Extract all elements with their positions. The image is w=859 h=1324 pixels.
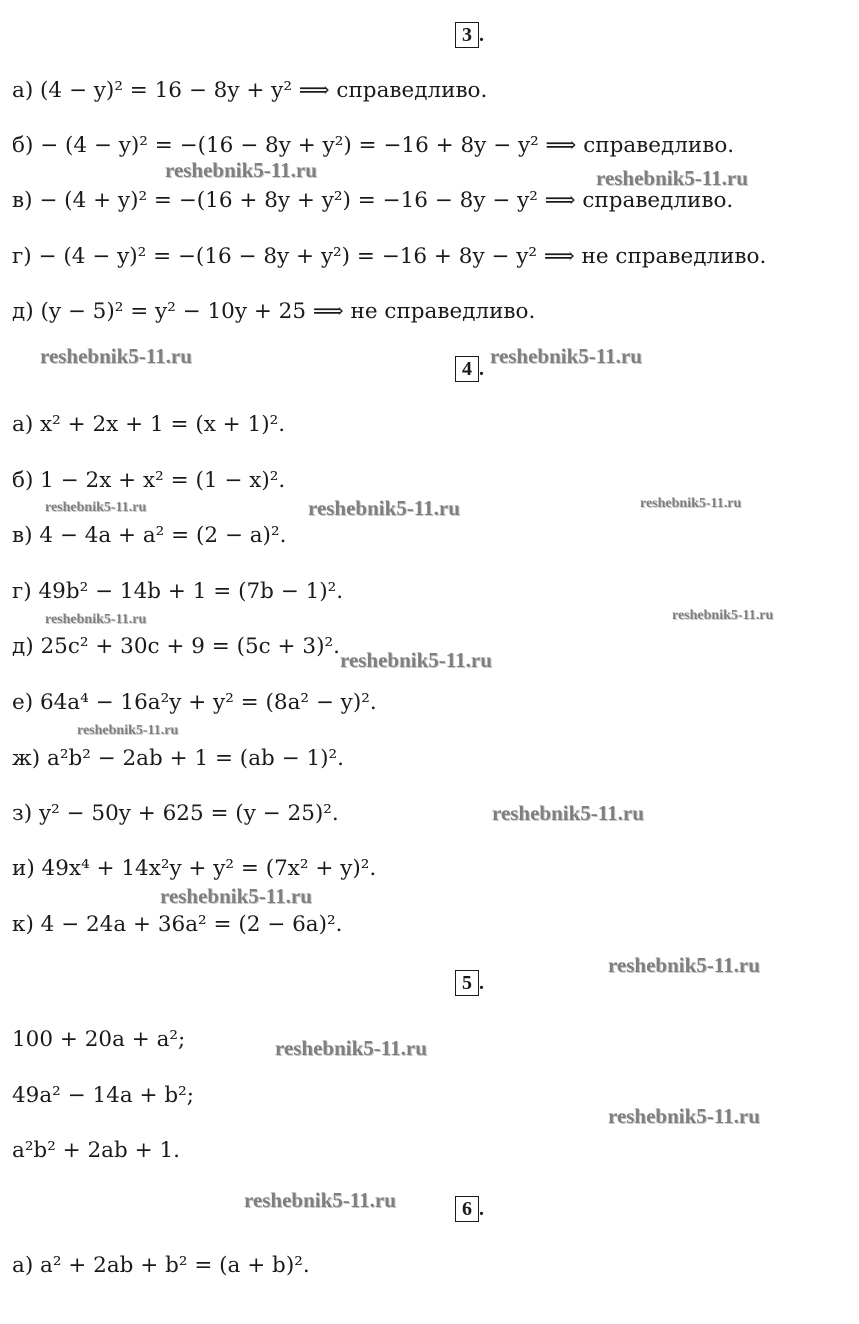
watermark: reshebnik5-11.ru: [492, 801, 644, 825]
s4-line-a: а) x² + 2x + 1 = (x + 1)².: [12, 412, 286, 437]
s4-line-zh: ж) a²b² − 2ab + 1 = (ab − 1)².: [12, 746, 344, 771]
s5-line-1: 100 + 20a + a²;: [12, 1027, 186, 1052]
section-number-6: 6 .: [455, 1196, 484, 1222]
s3-line-a: а) (4 − y)² = 16 − 8y + y² ⟹ справедливо.: [12, 78, 488, 103]
s4-line-z: з) y² − 50y + 625 = (y − 25)².: [12, 801, 339, 826]
s4-line-v: в) 4 − 4a + a² = (2 − a)².: [12, 523, 287, 548]
s5-line-3: a²b² + 2ab + 1.: [12, 1138, 180, 1163]
s4-line-g: г) 49b² − 14b + 1 = (7b − 1)².: [12, 579, 344, 604]
watermark: reshebnik5-11.ru: [672, 608, 774, 623]
watermark: reshebnik5-11.ru: [160, 884, 312, 908]
section-number-3: 3 .: [455, 22, 484, 48]
watermark: reshebnik5-11.ru: [596, 166, 748, 190]
s5-line-2: 49a² − 14a + b²;: [12, 1083, 194, 1108]
watermark: reshebnik5-11.ru: [640, 496, 742, 511]
section-number-5: 5 .: [455, 970, 484, 996]
s4-line-d: д) 25c² + 30c + 9 = (5c + 3)².: [12, 634, 340, 659]
watermark: reshebnik5-11.ru: [275, 1036, 427, 1060]
section-number-4: 4 .: [455, 356, 484, 382]
s6-line-a: а) a² + 2ab + b² = (a + b)².: [12, 1253, 310, 1278]
watermark: reshebnik5-11.ru: [308, 496, 460, 520]
watermark: reshebnik5-11.ru: [608, 1104, 760, 1128]
watermark: reshebnik5-11.ru: [244, 1188, 396, 1212]
s3-line-d: д) (y − 5)² = y² − 10y + 25 ⟹ не справедливо.: [12, 299, 536, 324]
watermark: reshebnik5-11.ru: [77, 723, 179, 738]
watermark: reshebnik5-11.ru: [40, 344, 192, 368]
watermark: reshebnik5-11.ru: [165, 158, 317, 182]
watermark: reshebnik5-11.ru: [340, 648, 492, 672]
watermark: reshebnik5-11.ru: [45, 500, 147, 515]
s4-line-b: б) 1 − 2x + x² = (1 − x)².: [12, 468, 286, 493]
watermark: reshebnik5-11.ru: [490, 344, 642, 368]
s4-line-k: к) 4 − 24a + 36a² = (2 − 6a)².: [12, 912, 343, 937]
s3-line-v: в) − (4 + y)² = −(16 + 8y + y²) = −16 − 8y − y² ⟹ справедливо.: [12, 188, 734, 213]
s4-line-i: и) 49x⁴ + 14x²y + y² = (7x² + y)².: [12, 856, 377, 881]
watermark: reshebnik5-11.ru: [608, 953, 760, 977]
s3-line-g: г) − (4 − y)² = −(16 − 8y + y²) = −16 + 8y − y² ⟹ не справедливо.: [12, 244, 767, 269]
watermark: reshebnik5-11.ru: [45, 612, 147, 627]
s3-line-b: б) − (4 − y)² = −(16 − 8y + y²) = −16 + 8y − y² ⟹ справедливо.: [12, 133, 735, 158]
s4-line-e: е) 64a⁴ − 16a²y + y² = (8a² − y)².: [12, 690, 377, 715]
